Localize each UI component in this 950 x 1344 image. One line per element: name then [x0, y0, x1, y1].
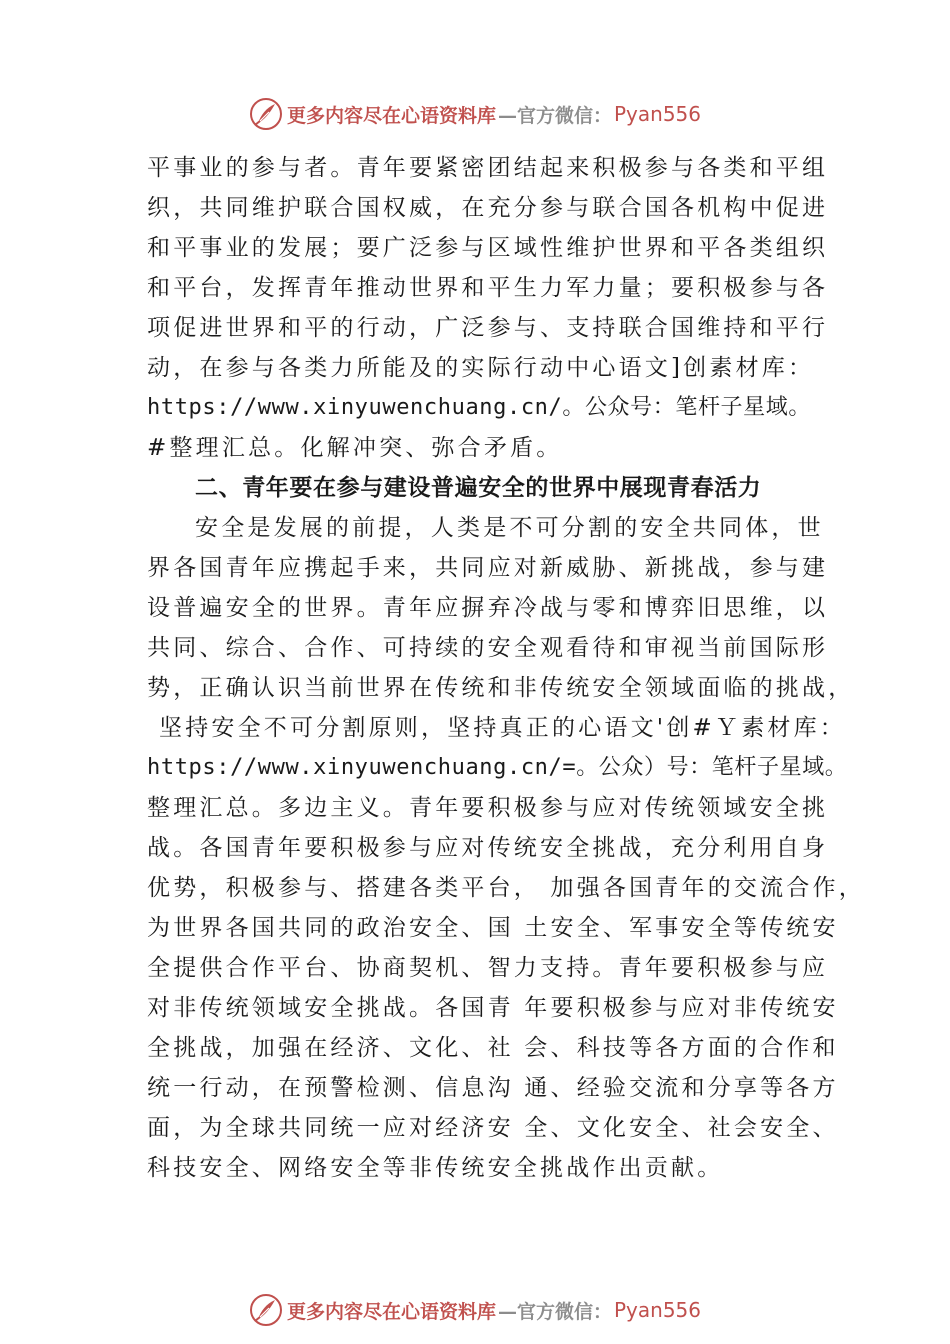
body-line: https://www.xinyuwenchuang.cn/。公众号：笔杆子星域。: [147, 395, 811, 420]
body-line: 统一行动，在预警检测、信息沟 通、经验交流和分享等各方: [147, 1075, 839, 1101]
footer-wechat-id: Pyan556: [614, 1298, 702, 1322]
body-line: 设普遍安全的世界。青年应摒弃冷战与零和博弈旧思维，以: [147, 595, 829, 621]
body-line: https://www.xinyuwenchuang.cn/=。公众）号：笔杆子星域。: [147, 755, 848, 780]
body-line: 面，为全球共同统一应对经济安 全、文化安全、社会安全、: [147, 1115, 839, 1141]
body-line: 安全是发展的前提，人类是不可分割的安全共同体，世: [195, 515, 824, 541]
body-line: 势，正确认识当前世界在传统和非传统安全领域面临的挑战，: [147, 675, 855, 701]
header-main-text: 更多内容尽在心语资料库: [286, 104, 496, 127]
body-line: 和平台，发挥青年推动世界和平生力军力量；要积极参与各: [147, 275, 829, 301]
section-heading: 二、青年要在参与建设普遍安全的世界中展现青春活力: [195, 475, 762, 501]
header-wechat-id: Pyan556: [614, 102, 702, 126]
footer-watermark: [0, 1290, 950, 1330]
body-line: 优势，积极参与、搭建各类平台， 加强各国青年的交流合作，: [147, 875, 865, 901]
body-line: 共同、综合、合作、可持续的安全观看待和审视当前国际形: [147, 635, 829, 661]
feather-pen-icon: [249, 97, 283, 131]
body-line: 全挑战，加强在经济、文化、社 会、科技等各方面的合作和: [147, 1035, 839, 1061]
header-sub-text: —官方微信：: [497, 104, 612, 127]
body-line: #整理汇总。化解冲突、弥合矛盾。: [147, 435, 563, 461]
body-line: 动，在参与各类力所能及的实际行动中心语文]创素材库：: [147, 355, 815, 381]
body-line: 坚持安全不可分割原则，坚持真正的心语文'创#Ｙ素材库：: [159, 715, 846, 741]
body-line: 织，共同维护联合国权威，在充分参与联合国各机构中促进: [147, 195, 829, 221]
body-line: 为世界各国共同的政治安全、国 土安全、军事安全等传统安: [147, 915, 839, 941]
document-body: [147, 148, 865, 1188]
body-line: 项促进世界和平的行动，广泛参与、支持联合国维持和平行: [147, 315, 829, 341]
body-line: 平事业的参与者。青年要紧密团结起来积极参与各类和平组: [147, 155, 829, 181]
body-line: 和平事业的发展；要广泛参与区域性维护世界和平各类组织: [147, 235, 829, 261]
body-line: 界各国青年应携起手来，共同应对新威胁、新挑战，参与建: [147, 555, 829, 581]
body-line: 全提供合作平台、协商契机、智力支持。青年要积极参与应: [147, 955, 829, 981]
body-line: 整理汇总。多边主义。青年要积极参与应对传统领域安全挑: [147, 795, 829, 821]
feather-pen-icon: [249, 1293, 283, 1327]
body-line: 科技安全、网络安全等非传统安全挑战作出贡献。: [147, 1155, 724, 1181]
footer-main-text: 更多内容尽在心语资料库: [286, 1300, 496, 1323]
body-line: 对非传统领域安全挑战。各国青 年要积极参与应对非传统安: [147, 995, 839, 1021]
header-watermark: [0, 94, 950, 134]
footer-sub-text: —官方微信：: [497, 1300, 612, 1323]
body-line: 战。各国青年要积极参与应对传统安全挑战，充分利用自身: [147, 835, 829, 861]
